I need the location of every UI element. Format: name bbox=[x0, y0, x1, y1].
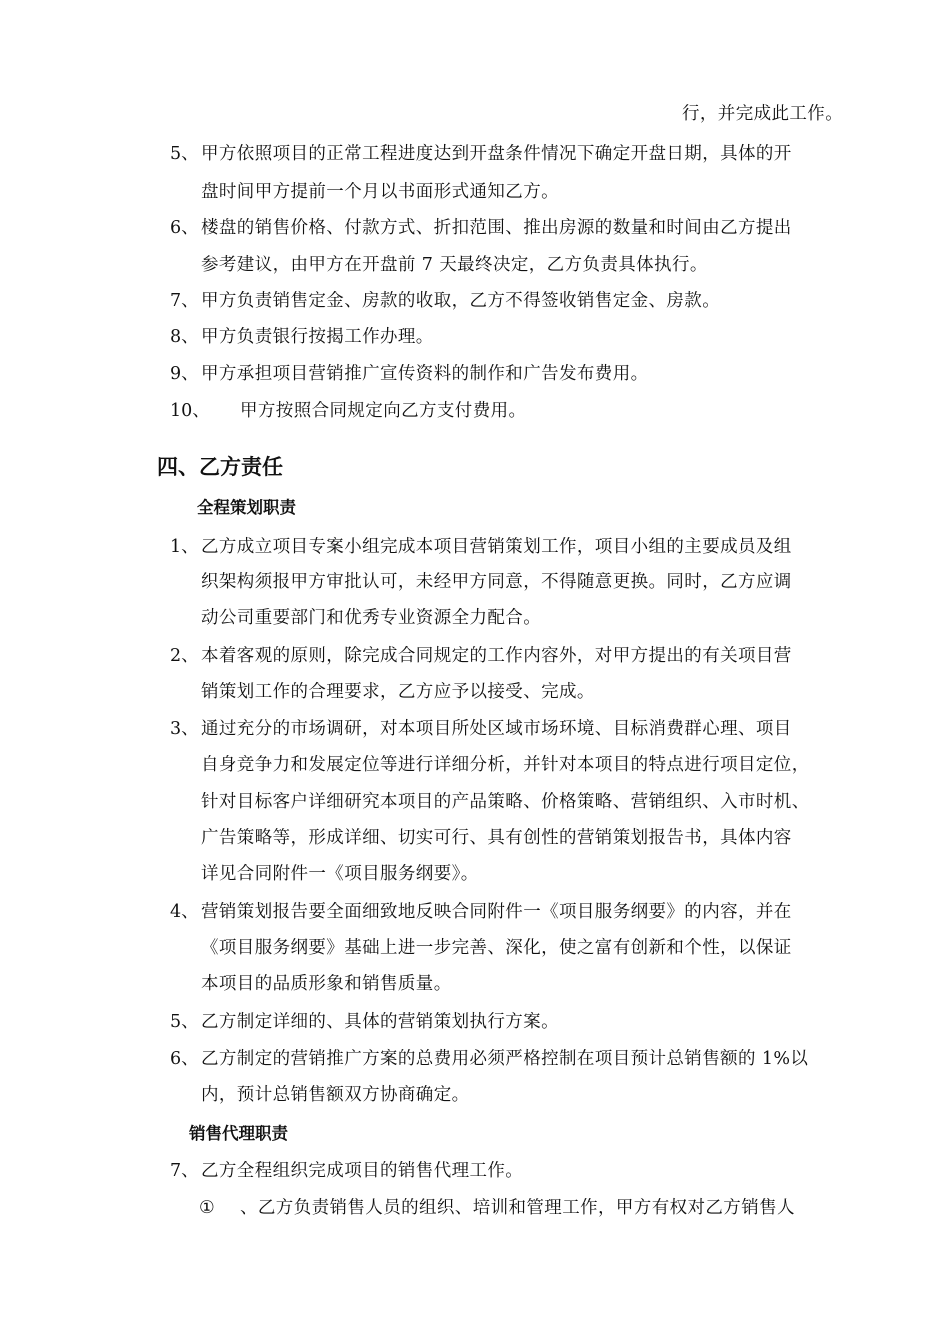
item-number: 6、 bbox=[170, 1049, 199, 1069]
item-text: 详见合同附件一《项目服务纲要》。 bbox=[201, 864, 479, 884]
item-number: 10、 bbox=[170, 401, 210, 421]
item-number: 5、 bbox=[170, 1012, 199, 1032]
item-text: 本着客观的原则，除完成合同规定的工作内容外，对甲方提出的有关项目营 bbox=[201, 646, 792, 666]
continued-line: 行，并完成此工作。 bbox=[682, 104, 844, 124]
item-text: 广告策略等，形成详细、切实可行、具有创性的营销策划报告书，具体内容 bbox=[201, 828, 792, 848]
item-text: 、乙方负责销售人员的组织、培训和管理工作，甲方有权对乙方销售人 bbox=[240, 1198, 795, 1218]
item-text: 甲方负责销售定金、房款的收取，乙方不得签收销售定金、房款。 bbox=[201, 291, 721, 311]
item-number: 9、 bbox=[170, 364, 199, 384]
item-number: 3、 bbox=[170, 719, 199, 739]
item-text: 乙方全程组织完成项目的销售代理工作。 bbox=[201, 1161, 524, 1181]
section-heading: 四、乙方责任 bbox=[157, 455, 283, 479]
circled-number: ① bbox=[199, 1198, 215, 1218]
item-number: 5、 bbox=[170, 144, 199, 164]
item-number: 2、 bbox=[170, 646, 199, 666]
item-text: 自身竞争力和发展定位等进行详细分析，并针对本项目的特点进行项目定位， bbox=[201, 755, 810, 775]
item-text: 甲方承担项目营销推广宣传资料的制作和广告发布费用。 bbox=[201, 364, 649, 384]
item-text: 乙方制定详细的、具体的营销策划执行方案。 bbox=[201, 1012, 559, 1032]
item-text: 通过充分的市场调研，对本项目所处区域市场环境、目标消费群心理、项目 bbox=[201, 719, 792, 739]
item-number: 7、 bbox=[170, 291, 199, 311]
item-number: 8、 bbox=[170, 327, 199, 347]
item-text: 甲方按照合同规定向乙方支付费用。 bbox=[240, 401, 527, 421]
item-text: 盘时间甲方提前一个月以书面形式通知乙方。 bbox=[201, 182, 559, 202]
item-text: 针对目标客户详细研究本项目的产品策略、价格策略、营销组织、入市时机、 bbox=[201, 792, 810, 812]
item-text: 动公司重要部门和优秀专业资源全力配合。 bbox=[201, 608, 542, 628]
item-text: 本项目的品质形象和销售质量。 bbox=[201, 974, 452, 994]
item-text: 销策划工作的合理要求，乙方应予以接受、完成。 bbox=[201, 682, 595, 702]
item-text: 乙方制定的营销推广方案的总费用必须严格控制在项目预计总销售额的 1%以 bbox=[201, 1049, 809, 1069]
item-text: 内，预计总销售额双方协商确定。 bbox=[201, 1085, 470, 1105]
item-number: 1、 bbox=[170, 537, 199, 557]
item-number: 4、 bbox=[170, 902, 199, 922]
item-text: 甲方依照项目的正常工程进度达到开盘条件情况下确定开盘日期，具体的开 bbox=[201, 144, 792, 164]
item-number: 7、 bbox=[170, 1161, 199, 1181]
item-text: 甲方负责银行按揭工作办理。 bbox=[201, 327, 434, 347]
item-text: 营销策划报告要全面细致地反映合同附件一《项目服务纲要》的内容，并在 bbox=[201, 902, 792, 922]
subheading-sales: 销售代理职责 bbox=[189, 1124, 288, 1143]
item-number: 6、 bbox=[170, 218, 199, 238]
item-text: 乙方成立项目专案小组完成本项目营销策划工作，项目小组的主要成员及组 bbox=[201, 537, 792, 557]
item-text: 《项目服务纲要》基础上进一步完善、深化，使之富有创新和个性，以保证 bbox=[201, 938, 792, 958]
item-text: 织架构须报甲方审批认可，未经甲方同意，不得随意更换。同时，乙方应调 bbox=[201, 572, 792, 592]
item-text: 参考建议，由甲方在开盘前 7 天最终决定，乙方负责具体执行。 bbox=[201, 255, 708, 275]
subheading-planning: 全程策划职责 bbox=[197, 498, 296, 517]
item-text: 楼盘的销售价格、付款方式、折扣范围、推出房源的数量和时间由乙方提出 bbox=[201, 218, 792, 238]
